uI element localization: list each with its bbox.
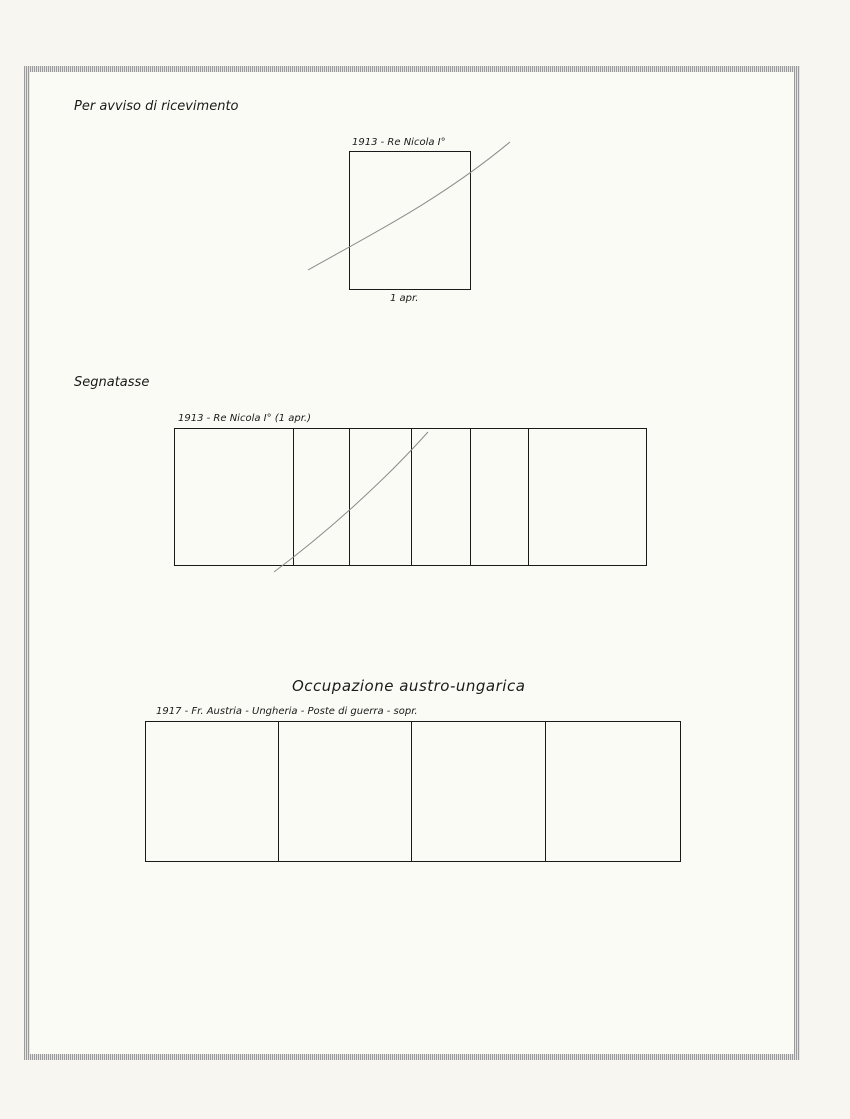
stamp-strip-segnatasse [174, 428, 647, 566]
stamp-divider [349, 429, 350, 565]
stamp-caption-ricevimento: 1913 - Re Nicola I° [352, 137, 446, 148]
stamp-divider [411, 722, 412, 861]
stamp-count-ricevimento: 1 apr. [390, 293, 419, 304]
stamp-divider [293, 429, 294, 565]
section-heading-ricevimento: Per avviso di ricevimento [74, 99, 239, 114]
stamp-divider [528, 429, 529, 565]
stamp-divider [278, 722, 279, 861]
stamp-divider [411, 429, 412, 565]
stamp-strip-occupazione [145, 721, 681, 862]
section-heading-segnatasse: Segnatasse [74, 375, 150, 390]
stamp-divider [470, 429, 471, 565]
stamp-divider [545, 722, 546, 861]
stamp-caption-segnatasse: 1913 - Re Nicola I° (1 apr.) [178, 413, 311, 424]
stamp-slot-ricevimento [349, 151, 471, 290]
section-heading-occupazione: Occupazione austro-ungarica [292, 677, 526, 695]
stamp-caption-occupazione: 1917 - Fr. Austria - Ungheria - Poste di guerra - sopr. [156, 706, 418, 717]
